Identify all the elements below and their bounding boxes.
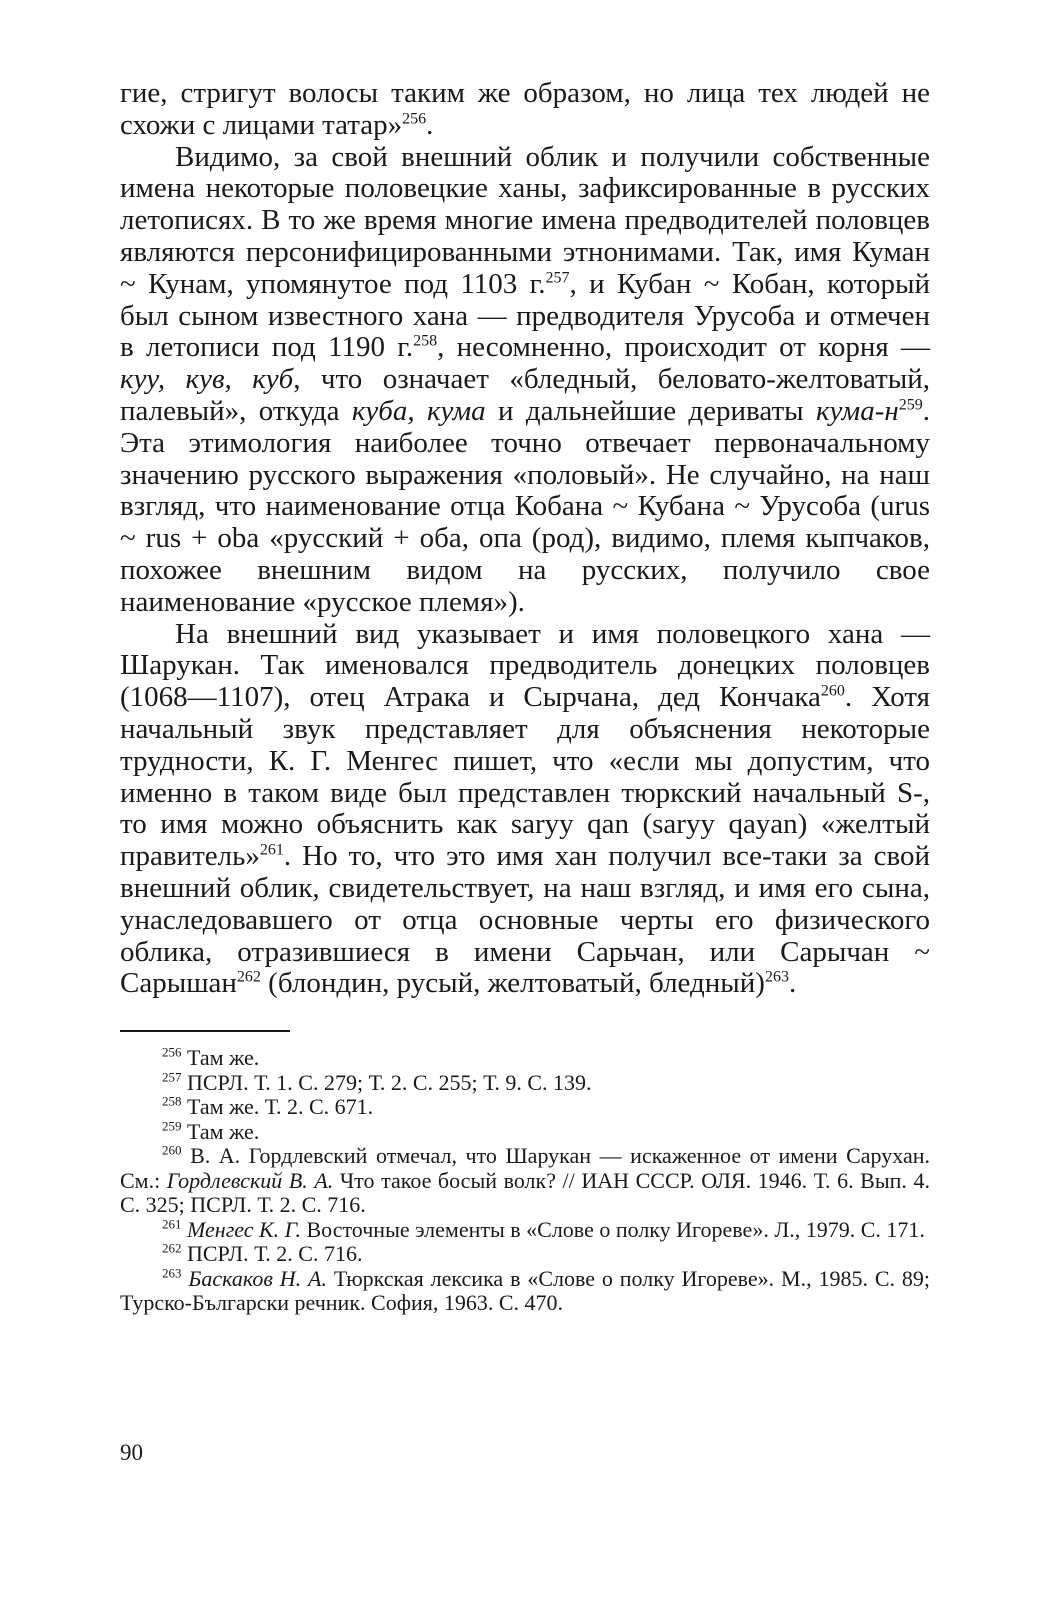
text-run: Что такое босый волк? // ИАН СССР. ОЛЯ. 1946. Т. 6. Вып. 4. С. 325; ПСРЛ. Т. 2. С. 716. <box>120 1167 930 1218</box>
footnote <box>120 1120 930 1145</box>
footnote-separator <box>120 1030 290 1032</box>
page-number: 90 <box>120 1440 143 1465</box>
text-run: . <box>788 967 797 1000</box>
text-run: ПСРЛ. Т. 1. С. 279; Т. 2. С. 255; Т. 9. С. 139. <box>181 1069 592 1095</box>
footnote <box>120 1071 930 1096</box>
text-run: . <box>426 108 434 141</box>
footnote-ref: 259 <box>162 1118 182 1134</box>
text-run: Там же. <box>181 1118 260 1144</box>
italic-text: кума-н <box>815 394 899 427</box>
footnotes <box>120 1046 930 1316</box>
italic-text: куба, кума <box>351 394 486 427</box>
footnote <box>120 1242 930 1267</box>
footnote-ref: 259 <box>898 396 923 414</box>
footnote-ref: 261 <box>162 1216 182 1232</box>
footnote <box>120 1046 930 1071</box>
footnote-ref: 257 <box>545 269 570 287</box>
text-run: ПСРЛ. Т. 2. С. 716. <box>181 1241 363 1267</box>
footnote <box>120 1095 930 1120</box>
italic-text: Менгес К. Г. <box>187 1216 301 1242</box>
text-run: . Эта этимология наиболее точно отвечает первоначальному значению русского выражения «половый». Не случайно, на наш взгляд, что наименование отца Кобана ~ Кубана ~ Урусоба (urus ~ rus + oba «русский + оба, опа (род), видимо, племя кыпчаков, похожее внешним видом на русских, получило свое наименование «русское племя»). <box>120 394 930 618</box>
text-run: Восточные элементы в «Слове о полку Игореве». Л., 1979. С. 171. <box>301 1216 925 1242</box>
paragraph <box>120 78 930 142</box>
paragraph <box>120 619 930 1001</box>
text-run: Там же. Т. 2. С. 671. <box>181 1094 374 1120</box>
italic-text: Баскаков Н. А. <box>188 1265 327 1291</box>
footnote <box>120 1218 930 1243</box>
footnote-ref: 262 <box>236 968 261 986</box>
text-run: , что означает «бледный, беловато-желтоватый, палевый», откуда <box>120 363 930 427</box>
italic-text: куу, кув, куб <box>120 363 294 396</box>
footnote-ref: 258 <box>413 332 438 350</box>
text-run: . Но то, что это имя хан получил все-таки за свой внешний облик, свидетельствует, на наш взгляд, и имя его сына, унаследовавшего от отца основные черты его физического облика, отразившиеся в имени Сарьчан, или Сарычан ~ Сарышан <box>120 840 930 1000</box>
footnote-ref: 256 <box>162 1044 182 1060</box>
footnote-ref: 261 <box>259 841 284 859</box>
text-run: Видимо, за свой внешний облик и получили собственные имена некоторые половецкие ханы, зафиксированные в русских летописях. В то же время многие имена предводителей половцев являются персонифицированными этнонимами. Так, имя Куман ~ Кунам, упомянутое под 1103 г. <box>120 140 930 300</box>
text-run: Тюркская лексика в «Слове о полку Игореве». М., 1985. С. 89; Турско-Български речник. София, 1963. С. 470. <box>120 1265 930 1316</box>
footnote <box>120 1144 930 1218</box>
italic-text: Гордлевский В. А. <box>166 1167 334 1193</box>
footnote-ref: 256 <box>402 110 427 128</box>
text-run: , несомненно, происходит от корня — <box>437 331 930 364</box>
footnote-ref: 260 <box>162 1142 182 1158</box>
text-run: гие, стригут волосы таким же образом, но лица тех людей не схожи с лицами татар» <box>120 77 930 141</box>
text-run: Там же. <box>181 1045 260 1071</box>
text-run: (блондин, русый, желтоватый, бледный) <box>260 967 765 1000</box>
footnote-ref: 262 <box>162 1240 182 1256</box>
paragraph <box>120 142 930 619</box>
text-run: , и Кубан ~ Кобан, который был сыном известного хана — предводителя Урусоба и отмечен в летописи под 1190 г. <box>120 267 930 364</box>
footnote-ref: 263 <box>764 968 789 986</box>
text-run: и дальнейшие дериваты <box>485 394 816 427</box>
text-run: . Хотя начальный звук представляет для объяснения некоторые трудности, К. Г. Менгес пишет, что «если мы допустим, что именно в таком виде был представлен тюркский начальный S-, то имя можно объяснить как saryy qan (saryy qayan) «желтый правитель» <box>120 681 930 873</box>
footnote-ref: 260 <box>820 682 845 700</box>
text-run: На внешний вид указывает и имя половецкого хана — Шарукан. Так именовался предводитель донецких половцев (1068—1107), отец Атрака и Сырчана, дед Кончака <box>120 617 930 714</box>
body-text <box>120 78 930 1000</box>
footnote-ref: 257 <box>162 1069 182 1085</box>
page-content <box>120 78 930 1316</box>
footnote <box>120 1267 930 1316</box>
text-run: В. А. Гордлевский отмечал, что Шарукан — искаженное от имени Сарухан. См.: <box>120 1143 930 1193</box>
footnote-ref: 258 <box>162 1093 182 1109</box>
footnote-ref: 263 <box>162 1265 182 1281</box>
